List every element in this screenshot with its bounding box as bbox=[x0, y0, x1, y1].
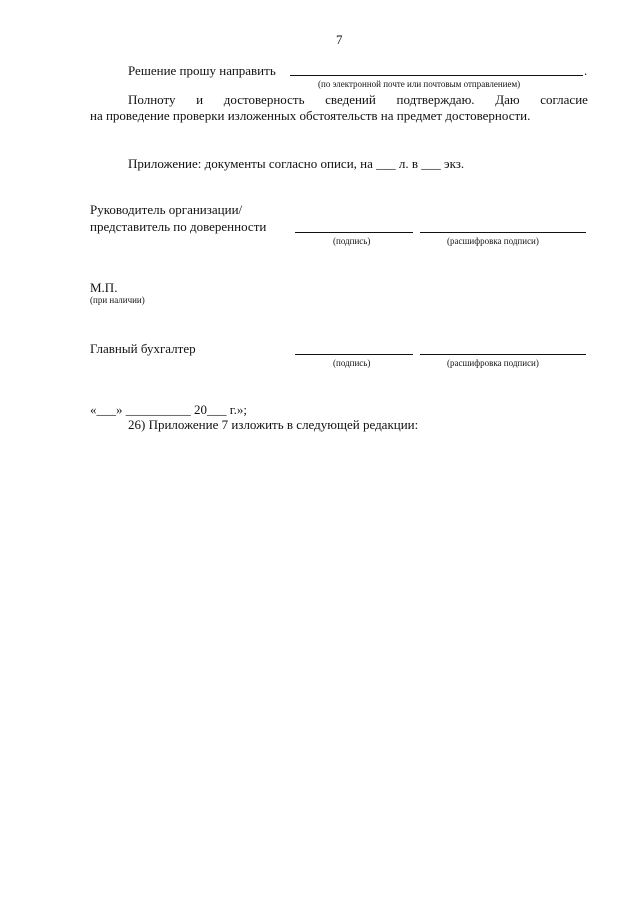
confirm-line-2: на проведение проверки изложенных обстоятельств на предмет достоверности. bbox=[90, 108, 531, 123]
confirm-word: и bbox=[196, 92, 204, 107]
head-title-line-2: представитель по доверенности bbox=[90, 219, 267, 234]
confirm-line-1 bbox=[128, 92, 588, 108]
head-title-line-1: Руководитель организации/ bbox=[90, 202, 243, 217]
confirm-word: подтверждаю. bbox=[396, 92, 475, 107]
request-hint: (по электронной почте или почтовым отправлением) bbox=[318, 79, 521, 89]
page-number: 7 bbox=[336, 32, 343, 47]
item-26: 26) Приложение 7 изложить в следующей редакции: bbox=[128, 417, 419, 432]
stamp-label: М.П. bbox=[90, 280, 118, 295]
accountant-label: Главный бухгалтер bbox=[90, 341, 196, 356]
head-name-hint: (расшифровка подписи) bbox=[447, 236, 539, 246]
request-label: Решение прошу направить bbox=[128, 63, 276, 78]
stamp-hint: (при наличии) bbox=[90, 295, 145, 305]
confirm-word: Даю bbox=[495, 92, 520, 107]
accountant-name-line bbox=[420, 354, 586, 355]
confirm-word: согласие bbox=[540, 92, 588, 107]
accountant-name-hint: (расшифровка подписи) bbox=[447, 358, 539, 368]
date-line: «___» __________ 20___ г.»; bbox=[90, 402, 247, 417]
accountant-signature-hint: (подпись) bbox=[333, 358, 371, 368]
request-blank-line bbox=[290, 75, 583, 76]
head-signature-line bbox=[295, 232, 413, 233]
confirm-word: достоверность bbox=[223, 92, 305, 107]
confirm-word: Полноту bbox=[128, 92, 176, 107]
accountant-signature-line bbox=[295, 354, 413, 355]
attachment-line: Приложение: документы согласно описи, на ___ л. в ___ экз. bbox=[128, 156, 465, 171]
request-trailing-dot: . bbox=[584, 63, 588, 78]
confirm-word: сведений bbox=[325, 92, 376, 107]
head-name-line bbox=[420, 232, 586, 233]
head-signature-hint: (подпись) bbox=[333, 236, 371, 246]
